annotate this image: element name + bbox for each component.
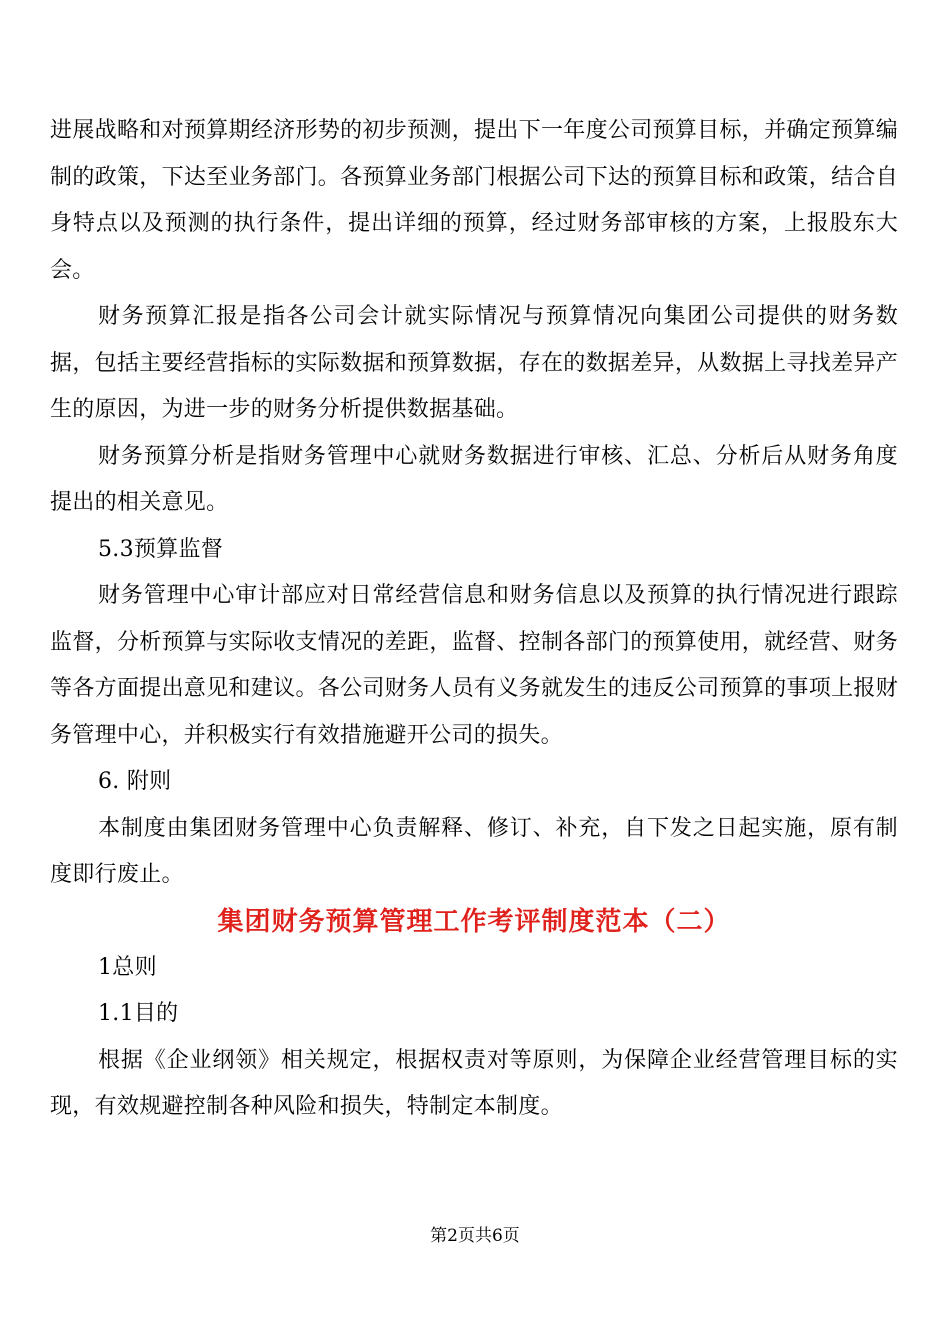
- document-body: [50, 108, 898, 1131]
- paragraph-supplementary-provisions: 本制度由集团财务管理中心负责解释、修订、补充，自下发之日起实施，原有制度即行废止。: [50, 815, 898, 887]
- subheading-general-principles: 1总则: [98, 954, 157, 980]
- paragraph-purpose: 根据《企业纲领》相关规定，根据权责对等原则，为保障企业经营管理目标的实现，有效规避控制各种风险和损失，特制定本制度。: [50, 1047, 898, 1119]
- subheading-purpose: 1.1目的: [98, 1001, 179, 1026]
- subheading-supplementary-provisions: 6. 附则: [98, 769, 172, 794]
- paragraph-budget-supervision: 财务管理中心审计部应对日常经营信息和财务信息以及预算的执行情况进行跟踪监督，分析预算与实际收支情况的差距，监督、控制各部门的预算使用，就经营、财务等各方面提出意见和建议。各公司财务人员有义务就发生的违反公司预算的事项上报财务管理中心，并积极实行有效措施避开公司的损失。: [50, 583, 898, 748]
- paragraph-budget-report: 财务预算汇报是指各公司会计就实际情况与预算情况向集团公司提供的财务数据，包括主要经营指标的实际数据和预算数据，存在的数据差异，从数据上寻找差异产生的原因，为进一步的财务分析提供数据基础。: [50, 304, 898, 422]
- subheading-budget-supervision: 5.3预算监督: [98, 536, 224, 562]
- page-number-footer: 第2页共6页: [430, 1226, 520, 1246]
- paragraph-budget-analysis: 财务预算分析是指财务管理中心就财务数据进行审核、汇总、分析后从财务角度提出的相关意见。: [50, 443, 898, 515]
- paragraph-budget-preparation: 进展战略和对预算期经济形势的初步预测，提出下一年度公司预算目标，并确定预算编制的政策，下达至业务部门。各预算业务部门根据公司下达的预算目标和政策，结合自身特点以及预测的执行条件，提出详细的预算，经过财务部审核的方案，上报股东大会。: [50, 118, 898, 283]
- section-title: 集团财务预算管理工作考评制度范本（二）: [217, 906, 731, 937]
